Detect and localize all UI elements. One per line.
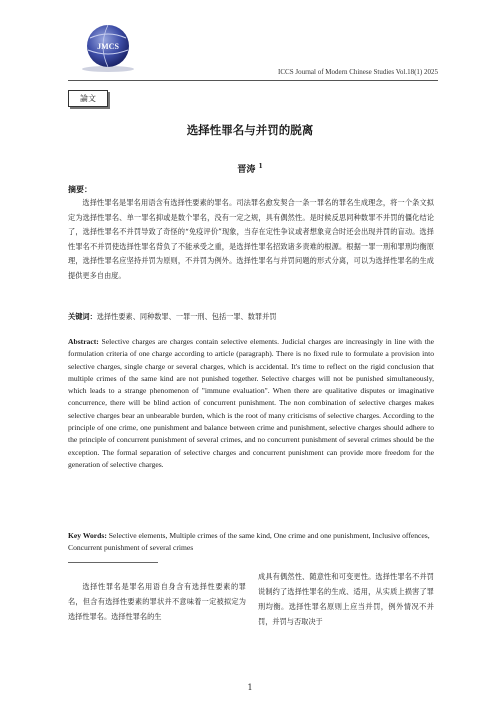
- abstract-cn-text: 选择性罪名是罪名用语含有选择性要素的罪名。司法罪名愈发契合一条一罪名的罪名生成理念，将一个条文拟定为选择性罪名、单一罪名抑或是数个罪名，没有一定之规，具有偶然性。是时候反思同种数罪不并罚的僵化结论了，选择性罪名不并罚导致了奇怪的“免疫评价”现象，当存在定性争议或者想象竞合时还会出现并罚的盲动。选择性罪名不并罚使选择性罪名背负了不能承受之重，是选择性罪名招致诸多责难的根源。根据一罪一刑和罪刑均衡原理，选择性罪名应坚持并罚为原则，不并罚为例外。选择性罪名与并罚问题的形式分离，可以为选择性罪名的生成提供更多自由度。: [68, 198, 434, 280]
- logo-text: JMCS: [97, 42, 119, 51]
- abstract-en: [68, 336, 434, 471]
- body-divider: [68, 562, 158, 563]
- author-line: [0, 162, 500, 175]
- body-right-column: 成具有偶然性、随意性和可变更性。选择性罪名不并罚说制约了选择性罪名的生成、适用，从实质上损害了罪刑均衡。选择性罪名原则上应当并罚，例外情况不并罚，并罚与否取决于: [258, 572, 434, 626]
- journal-logo: [68, 22, 152, 74]
- abstract-en-text: Selective charges are charges contain selective elements. Judicial charges are increasingly in line with the formulation criteria of one charge according to article (paragraph). There is no fixed rule to formulate a provision into selective charges, single charge or several charges, which is accidental. It's time to reflect on the rigid conclusion that multiple crimes of the same kind are not punished together. Selective charges will not be punished simultaneously, which leads to a strange phenomenon of "immune evaluation". When there are qualitative disputes or imaginative concurrence, there will be blind action of concurrent punishment. The non combination of selective charges makes selective charges bear an unbearable burden, which is the root of many criticisms of selective charges. According to the principle of one crime, one punishment and balance between crime and punishment, selective charges should adhere to the principle of concurrent punishment of several crimes, and no concurrent punishment of several crimes should be the exception. The formal separation of selective charges and concurrent punishment can provide more freedom for the generation of selective charges.: [68, 337, 434, 469]
- journal-citation: ICCS Journal of Modern Chinese Studies Vol.18(1) 2025: [278, 68, 438, 76]
- header-divider: [68, 80, 438, 81]
- page-number: 1: [247, 683, 253, 692]
- affiliation-mark: 1: [258, 163, 263, 170]
- abstract-cn-heading: 摘要：: [68, 184, 92, 194]
- keywords-cn: [68, 311, 434, 323]
- abstract-en-label: Abstract:: [68, 337, 99, 346]
- keywords-en-label: Key Words:: [68, 531, 107, 540]
- keywords-cn-text: 选择性要素、同种数罪、一罪一刑、包括一罪、数罪并罚: [96, 312, 277, 321]
- article-title: 选择性罪名与并罚的脱离: [186, 123, 314, 137]
- keywords-en-text: Selective elements, Multiple crimes of the same kind, One crime and one punishment, Inclusive offences, Concurrent punishment of several crimes: [68, 531, 430, 553]
- body-left-column: 选择性罪名是罪名用语自身含有选择性要素的罪名，但含有选择性要素的罪状并不意味着一定被拟定为选择性罪名。选择性罪名的生: [68, 582, 246, 621]
- keywords-cn-label: 关键词：: [68, 312, 97, 321]
- article-type-tag: 論文: [68, 90, 108, 107]
- keywords-en: [68, 530, 434, 555]
- globe-logo-icon: [68, 22, 152, 74]
- author-name: 晋涛: [237, 165, 256, 175]
